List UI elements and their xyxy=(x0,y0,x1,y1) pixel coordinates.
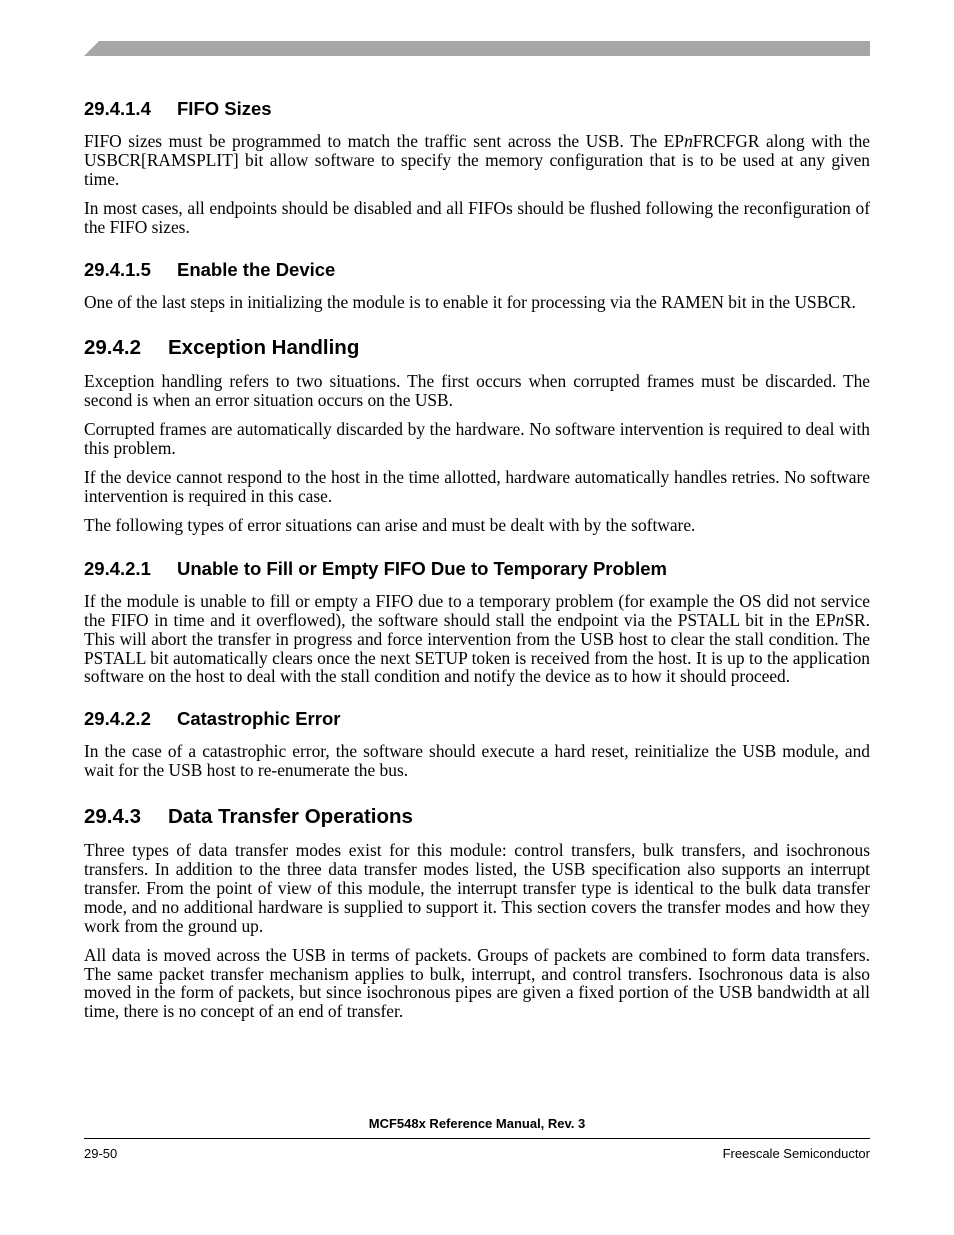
section-title: Enable the Device xyxy=(177,258,336,280)
paragraph: In the case of a catastrophic error, the software should execute a hard reset, reinitialize the USB module, and wait for the USB host to re-enumerate the bus. xyxy=(84,741,870,781)
footer-divider xyxy=(84,1138,870,1139)
text-run: FRCFGR along with the USBCR[RAMSPLIT] bit allow software to specify the memory configuration that is to be used at any given time. xyxy=(84,131,871,189)
section-number: 29.4.3 xyxy=(84,805,141,829)
section-heading-enable-device xyxy=(84,259,870,281)
paragraph: If the device cannot respond to the host in the time allotted, hardware automatically handles retries. No software intervention is required in this case. xyxy=(84,467,870,506)
section-number: 29.4.2.1 xyxy=(84,557,151,579)
section-title: Exception Handling xyxy=(168,336,360,360)
section-heading-catastrophic-error xyxy=(84,708,870,730)
italic-var: n xyxy=(684,131,693,151)
paragraph: The following types of error situations can arise and must be dealt with by the software. xyxy=(84,514,696,535)
section-title: Data Transfer Operations xyxy=(168,805,413,829)
paragraph xyxy=(84,592,870,687)
section-title: Catastrophic Error xyxy=(177,708,341,730)
paragraph: Corrupted frames are automatically discarded by the hardware. No software intervention is required to deal with this problem. xyxy=(84,419,870,459)
paragraph xyxy=(84,132,870,189)
footer-company: Freescale Semiconductor xyxy=(722,1146,870,1161)
section-number: 29.4.1.4 xyxy=(84,98,151,119)
page-number: 29-50 xyxy=(84,1146,118,1161)
section-heading-unable-to-fill xyxy=(84,558,870,580)
text-run: If the module is unable to fill or empty a FIFO due to a temporary problem (for example the OS did not service the FIFO in time and it overflowed), the software should stall the endpoint via the PSTALL bit in the EP xyxy=(84,590,870,630)
paragraph: Exception handling refers to two situations. The first occurs when corrupted frames must be discarded. The second is when an error situation occurs on the USB. xyxy=(84,371,870,411)
paragraph: Three types of data transfer modes exist for this module: control transfers, bulk transfers, and isochronous transfers. In addition to the three data transfer modes listed, the USB specification also supports an interrupt transfer. From the point of view of this module, the interrupt transfer type is identical to the bulk data transfer mode, and no additional hardware is supplied to support it. This section covers the transfer modes and how they work from the ground up. xyxy=(84,840,870,936)
footer-title: MCF548x Reference Manual, Rev. 3 xyxy=(368,1116,586,1131)
header-bar xyxy=(84,41,870,56)
text-run: SR. This will abort the transfer in progress and force intervention from the USB host to clear the stall condition. The PSTALL bit automatically clears once the next SETUP token is received from the host. It is up to the application software on the host to deal with the stall condition and notify the device as to how it should proceed. xyxy=(84,609,870,687)
paragraph: One of the last steps in initializing the module is to enable it for processing via the RAMEN bit in the USBCR. xyxy=(84,291,856,312)
section-heading-fifo-sizes xyxy=(84,98,870,120)
italic-var: n xyxy=(835,609,845,630)
section-number: 29.4.2 xyxy=(84,336,141,360)
paragraph: In most cases, all endpoints should be disabled and all FIFOs should be flushed following the reconfiguration of the FIFO sizes. xyxy=(84,197,870,237)
section-heading-data-transfer xyxy=(84,805,870,829)
section-heading-exception-handling xyxy=(84,336,870,360)
page-content xyxy=(84,95,870,1021)
section-number: 29.4.1.5 xyxy=(84,258,151,280)
section-title: Unable to Fill or Empty FIFO Due to Temporary Problem xyxy=(177,557,667,579)
section-number: 29.4.2.2 xyxy=(84,708,151,730)
section-title: FIFO Sizes xyxy=(177,98,272,119)
text-run: FIFO sizes must be programmed to match the traffic sent across the USB. The EP xyxy=(84,131,685,151)
paragraph: All data is moved across the USB in terms of packets. Groups of packets are combined to form data transfers. The same packet transfer mechanism applies to bulk, interrupt, and control transfers. Isochronous data is also moved in the form of packets, but since isochronous pipes are given a fixed portion of the USB bandwidth at all time, there is no concept of an end of transfer. xyxy=(84,944,870,1022)
